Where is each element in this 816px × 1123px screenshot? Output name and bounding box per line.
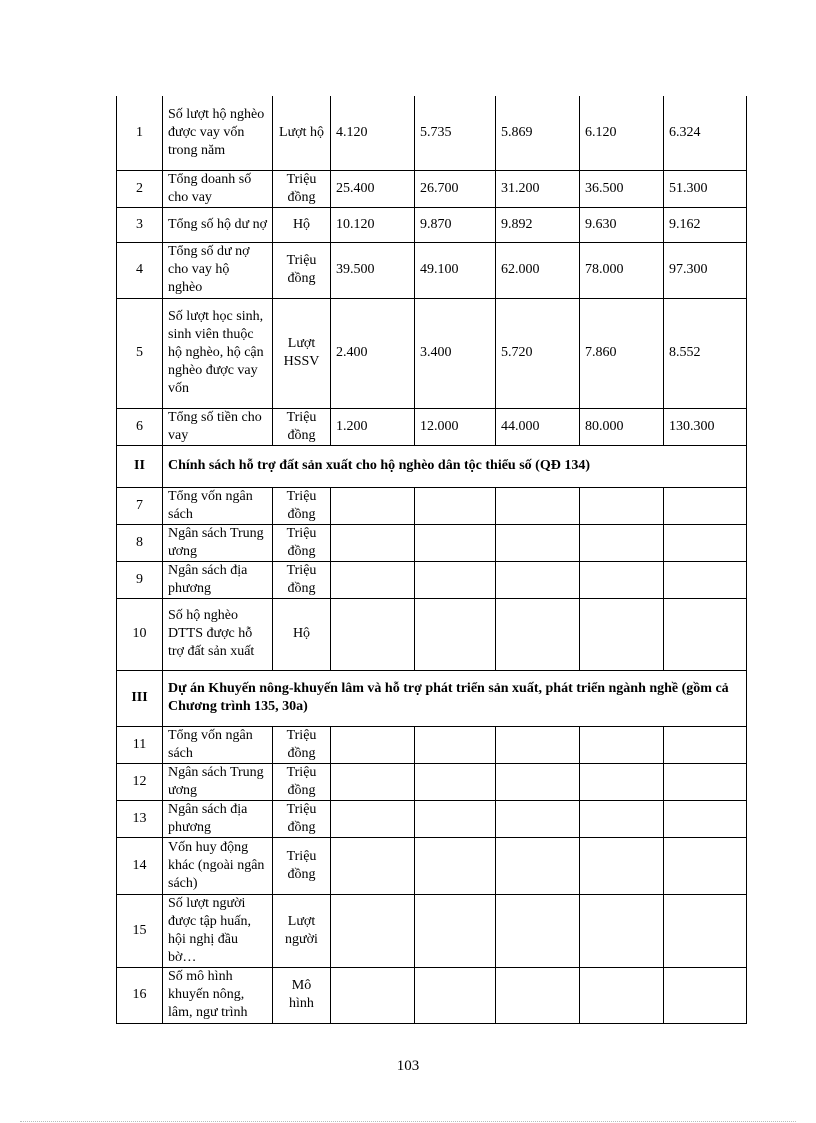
value-cell: [415, 967, 496, 1023]
value-cell: 62.000: [496, 242, 580, 298]
row-number: 2: [117, 170, 163, 207]
indicator-name: Tổng số hộ dư nợ: [163, 207, 273, 242]
value-cell: [415, 561, 496, 598]
value-cell: 26.700: [415, 170, 496, 207]
value-cell: 5.869: [496, 96, 580, 170]
value-cell: [580, 487, 664, 524]
value-cell: [664, 763, 747, 800]
value-cell: [415, 763, 496, 800]
row-number: 16: [117, 967, 163, 1023]
value-cell: [415, 524, 496, 561]
value-cell: 78.000: [580, 242, 664, 298]
table-row: [117, 170, 747, 207]
value-cell: 130.300: [664, 408, 747, 445]
value-cell: [664, 967, 747, 1023]
unit-cell: Lượt người: [273, 894, 331, 967]
row-number: 6: [117, 408, 163, 445]
value-cell: 12.000: [415, 408, 496, 445]
indicator-name: Tổng số tiền cho vay: [163, 408, 273, 445]
unit-cell: Triệu đồng: [273, 800, 331, 837]
value-cell: 44.000: [496, 408, 580, 445]
unit-cell: Lượt HSSV: [273, 298, 331, 408]
indicator-name: Số mô hình khuyến nông, lâm, ngư trình: [163, 967, 273, 1023]
table-row: [117, 242, 747, 298]
value-cell: 80.000: [580, 408, 664, 445]
value-cell: [496, 967, 580, 1023]
value-cell: [664, 894, 747, 967]
value-cell: 3.400: [415, 298, 496, 408]
indicator-name: Ngân sách địa phương: [163, 561, 273, 598]
value-cell: 5.735: [415, 96, 496, 170]
value-cell: 49.100: [415, 242, 496, 298]
indicator-name: Ngân sách Trung ương: [163, 763, 273, 800]
value-cell: [664, 800, 747, 837]
table-row: [117, 837, 747, 894]
value-cell: [580, 726, 664, 763]
value-cell: [331, 800, 415, 837]
value-cell: 97.300: [664, 242, 747, 298]
indicator-name: Số lượt hộ nghèo được vay vốn trong năm: [163, 96, 273, 170]
value-cell: 6.120: [580, 96, 664, 170]
value-cell: 39.500: [331, 242, 415, 298]
value-cell: [415, 487, 496, 524]
table-row: [117, 487, 747, 524]
unit-cell: Triệu đồng: [273, 524, 331, 561]
value-cell: [331, 967, 415, 1023]
value-cell: 4.120: [331, 96, 415, 170]
value-cell: [580, 894, 664, 967]
table-row: [117, 408, 747, 445]
value-cell: [331, 763, 415, 800]
table-row: [117, 298, 747, 408]
value-cell: [331, 524, 415, 561]
row-number: 8: [117, 524, 163, 561]
statistics-table: [116, 96, 747, 1024]
unit-cell: Triệu đồng: [273, 242, 331, 298]
unit-cell: Lượt hộ: [273, 96, 331, 170]
section-row: [117, 670, 747, 726]
row-number: 5: [117, 298, 163, 408]
value-cell: [496, 894, 580, 967]
value-cell: [415, 837, 496, 894]
value-cell: [580, 561, 664, 598]
value-cell: [664, 561, 747, 598]
row-number: 14: [117, 837, 163, 894]
row-number: 13: [117, 800, 163, 837]
value-cell: 9.162: [664, 207, 747, 242]
value-cell: [415, 800, 496, 837]
table-row: [117, 561, 747, 598]
value-cell: [496, 598, 580, 670]
value-cell: [331, 598, 415, 670]
table-row: [117, 96, 747, 170]
indicator-name: Vốn huy động khác (ngoài ngân sách): [163, 837, 273, 894]
row-number: 3: [117, 207, 163, 242]
value-cell: [580, 800, 664, 837]
row-number: 9: [117, 561, 163, 598]
value-cell: [415, 726, 496, 763]
value-cell: [496, 524, 580, 561]
value-cell: 7.860: [580, 298, 664, 408]
value-cell: [664, 726, 747, 763]
value-cell: 36.500: [580, 170, 664, 207]
value-cell: [415, 598, 496, 670]
table-row: [117, 800, 747, 837]
unit-cell: Triệu đồng: [273, 408, 331, 445]
value-cell: [415, 894, 496, 967]
table-row: [117, 763, 747, 800]
value-cell: 9.630: [580, 207, 664, 242]
value-cell: [580, 763, 664, 800]
row-number: 15: [117, 894, 163, 967]
table-row: [117, 207, 747, 242]
unit-cell: Triệu đồng: [273, 487, 331, 524]
value-cell: 6.324: [664, 96, 747, 170]
row-number: 12: [117, 763, 163, 800]
value-cell: [496, 561, 580, 598]
value-cell: 5.720: [496, 298, 580, 408]
table-row: [117, 726, 747, 763]
indicator-name: Ngân sách Trung ương: [163, 524, 273, 561]
indicator-name: Tổng số dư nợ cho vay hộ nghèo: [163, 242, 273, 298]
table-row: [117, 967, 747, 1023]
value-cell: 1.200: [331, 408, 415, 445]
value-cell: [664, 487, 747, 524]
row-number: 11: [117, 726, 163, 763]
table-row: [117, 524, 747, 561]
value-cell: [496, 763, 580, 800]
value-cell: 9.892: [496, 207, 580, 242]
value-cell: 8.552: [664, 298, 747, 408]
unit-cell: Triệu đồng: [273, 837, 331, 894]
indicator-name: Tổng vốn ngân sách: [163, 487, 273, 524]
table-row: [117, 598, 747, 670]
value-cell: 31.200: [496, 170, 580, 207]
value-cell: [496, 487, 580, 524]
table-row: [117, 894, 747, 967]
value-cell: [580, 967, 664, 1023]
unit-cell: Mô hình: [273, 967, 331, 1023]
value-cell: [496, 800, 580, 837]
value-cell: 51.300: [664, 170, 747, 207]
unit-cell: Triệu đồng: [273, 763, 331, 800]
value-cell: [664, 524, 747, 561]
value-cell: 9.870: [415, 207, 496, 242]
row-number: 4: [117, 242, 163, 298]
unit-cell: Triệu đồng: [273, 561, 331, 598]
section-title: Dự án Khuyến nông-khuyến lâm và hỗ trợ phát triển sản xuất, phát triển ngành nghề (gồm cả Chương trình 135, 30a): [163, 670, 747, 726]
value-cell: [331, 487, 415, 524]
page-footer-rule: [20, 1121, 796, 1122]
value-cell: [331, 726, 415, 763]
value-cell: [580, 598, 664, 670]
indicator-name: Số lượt học sinh, sinh viên thuộc hộ nghèo, hộ cận nghèo được vay vốn: [163, 298, 273, 408]
section-number: III: [117, 670, 163, 726]
page-number: 103: [396, 1058, 420, 1074]
table-body: [117, 96, 747, 1023]
value-cell: [496, 837, 580, 894]
value-cell: [496, 726, 580, 763]
value-cell: 25.400: [331, 170, 415, 207]
value-cell: [331, 561, 415, 598]
section-title: Chính sách hỗ trợ đất sản xuất cho hộ nghèo dân tộc thiểu số (QĐ 134): [163, 445, 747, 487]
value-cell: [331, 837, 415, 894]
row-number: 1: [117, 96, 163, 170]
section-number: II: [117, 445, 163, 487]
value-cell: [331, 894, 415, 967]
indicator-name: Số hộ nghèo DTTS được hỗ trợ đất sản xuất: [163, 598, 273, 670]
value-cell: [580, 837, 664, 894]
value-cell: 2.400: [331, 298, 415, 408]
indicator-name: Tổng vốn ngân sách: [163, 726, 273, 763]
unit-cell: Hộ: [273, 598, 331, 670]
unit-cell: Triệu đồng: [273, 170, 331, 207]
indicator-name: Số lượt người được tập huấn, hội nghị đầu bờ…: [163, 894, 273, 967]
unit-cell: Hộ: [273, 207, 331, 242]
value-cell: [580, 524, 664, 561]
indicator-name: Ngân sách địa phương: [163, 800, 273, 837]
indicator-name: Tổng doanh số cho vay: [163, 170, 273, 207]
value-cell: [664, 598, 747, 670]
value-cell: 10.120: [331, 207, 415, 242]
section-row: [117, 445, 747, 487]
row-number: 7: [117, 487, 163, 524]
row-number: 10: [117, 598, 163, 670]
unit-cell: Triệu đồng: [273, 726, 331, 763]
value-cell: [664, 837, 747, 894]
